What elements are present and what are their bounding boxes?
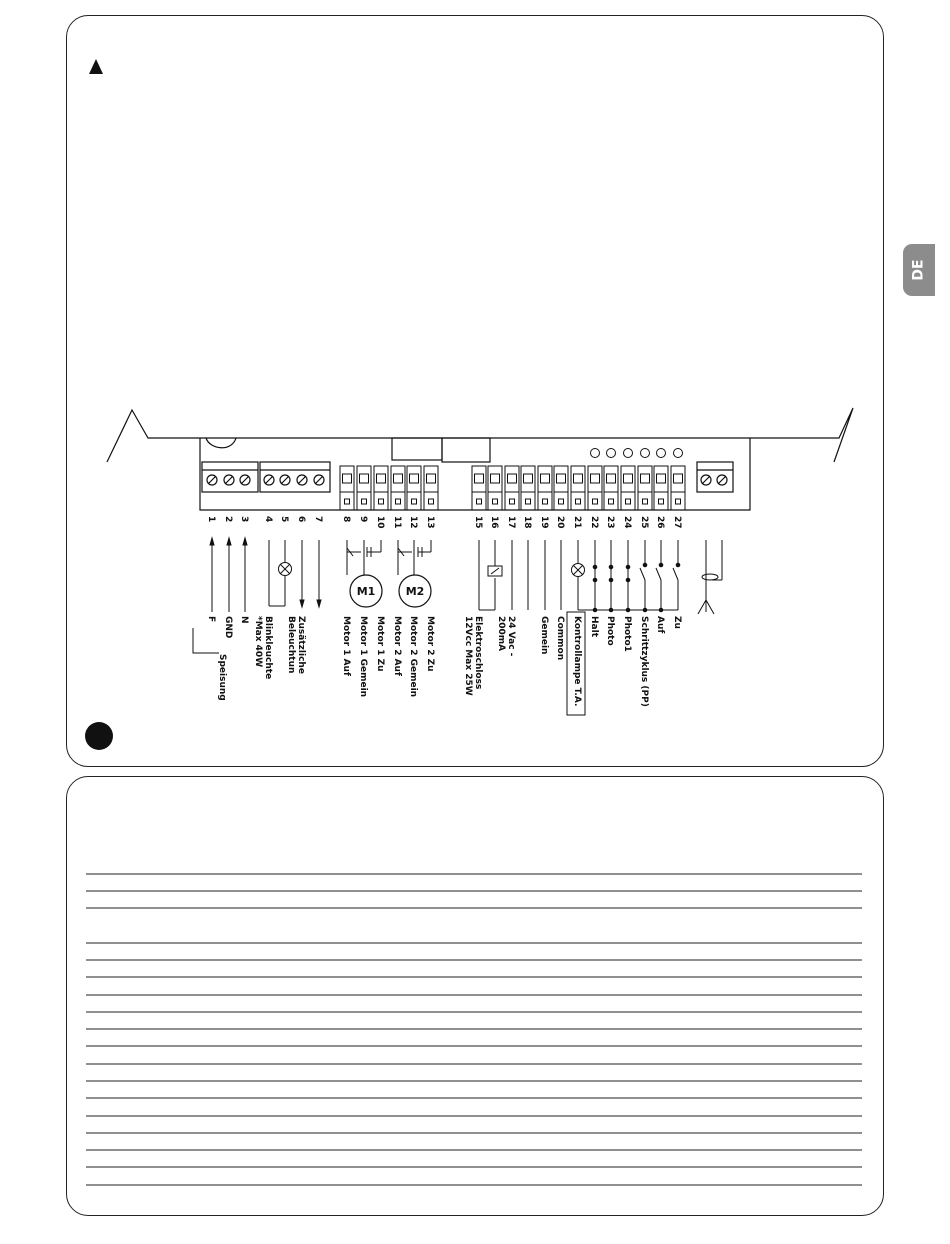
terminal-number: 3 <box>239 516 249 523</box>
supply-label: Speisung <box>217 654 227 701</box>
terminal-number: 6 <box>296 516 306 523</box>
terminal-number: 10 <box>375 516 385 529</box>
terminal-number: 7 <box>313 516 323 523</box>
terminal-number: 13 <box>425 516 435 529</box>
led-indicator <box>591 449 600 458</box>
clamp-terminal <box>357 466 371 510</box>
terminal-number: 20 <box>555 516 565 529</box>
terminal-label: Motor 1 Gemein <box>358 616 368 698</box>
control-board <box>107 408 853 510</box>
led-indicator <box>624 449 633 458</box>
terminal-label: Blinkleuchte <box>263 616 273 680</box>
terminal-number: 21 <box>572 516 582 529</box>
terminal-number: 5 <box>279 516 289 523</box>
led-indicator <box>674 449 683 458</box>
motor-1 <box>350 575 382 607</box>
terminal-label-secondary: *Max 40W <box>253 616 263 668</box>
terminal-label: Elektroschloss <box>473 616 483 690</box>
terminal-number: 23 <box>605 516 615 529</box>
terminal-label: Photo1 <box>622 616 632 652</box>
terminal-label: Motor 2 Auf <box>392 616 402 676</box>
terminal-number: 12 <box>408 516 418 529</box>
terminal-number: 15 <box>473 516 483 529</box>
terminal-number: 9 <box>358 516 368 523</box>
motor-1-label: M1 <box>356 585 376 598</box>
language-tab-label: DE <box>911 259 927 281</box>
terminal-number: 26 <box>655 516 665 529</box>
terminal-number: 24 <box>622 516 632 529</box>
supply-bracket <box>193 628 219 653</box>
clamp-terminal <box>472 466 486 510</box>
terminal-label: Auf <box>655 616 665 634</box>
terminal-label: Motor 1 Auf <box>341 616 351 676</box>
clamp-terminal <box>488 466 502 510</box>
clamp-terminal <box>554 466 568 510</box>
terminal-label: Schrittzyklus (PP) <box>639 616 649 707</box>
terminal-label: Photo <box>605 616 615 646</box>
terminal-number: 18 <box>522 516 532 529</box>
terminal-number: 22 <box>589 516 599 529</box>
led-indicator <box>657 449 666 458</box>
terminal-label: Zu <box>672 616 682 629</box>
terminal-number: 11 <box>392 516 402 529</box>
terminal-number: 4 <box>263 516 273 523</box>
terminal-number: 8 <box>341 516 351 523</box>
motor-2-label: M2 <box>405 585 425 598</box>
clamp-terminal <box>638 466 652 510</box>
terminal-label: Motor 1 Zu <box>375 616 385 672</box>
clamp-terminal <box>505 466 519 510</box>
clamp-terminal <box>671 466 685 510</box>
clamp-terminal <box>571 466 585 510</box>
warning-icon <box>89 59 103 74</box>
clamp-terminal <box>654 466 668 510</box>
terminal-label: GND <box>223 616 233 639</box>
terminal-label: Halt <box>589 616 599 637</box>
terminal-label: Motor 2 Zu <box>425 616 435 672</box>
clamp-terminal <box>340 466 354 510</box>
clamp-terminal <box>424 466 438 510</box>
terminal-label-secondary: Beleuchtun <box>286 616 296 674</box>
terminal-number: 27 <box>672 516 682 529</box>
terminal-number: 1 <box>206 516 216 523</box>
terminal-label: Zusätzliche <box>296 616 306 674</box>
clamp-terminal <box>374 466 388 510</box>
motor-2 <box>399 575 431 607</box>
terminal-label: Common <box>555 616 565 661</box>
clamp-terminal <box>521 466 535 510</box>
terminal-label: Motor 2 Gemein <box>408 616 418 698</box>
led-indicator <box>641 449 650 458</box>
terminal-number: 25 <box>639 516 649 529</box>
terminal-label: Kontrollampe T.A. <box>572 616 582 707</box>
clamp-terminal <box>407 466 421 510</box>
terminal-number: 17 <box>506 516 516 529</box>
figure-marker-icon <box>85 722 113 750</box>
clamp-terminal <box>621 466 635 510</box>
led-indicator <box>607 449 616 458</box>
clamp-terminal <box>604 466 618 510</box>
clamp-terminal <box>391 466 405 510</box>
terminal-label: N <box>239 616 249 624</box>
terminal-label: F <box>206 616 216 623</box>
terminal-number: 19 <box>539 516 549 529</box>
clamp-terminal <box>538 466 552 510</box>
terminal-number: 2 <box>223 516 233 523</box>
terminal-label-secondary: 12Vcc Max 25W <box>463 616 473 696</box>
terminal-label: Gemein <box>539 616 549 655</box>
clamp-terminal <box>588 466 602 510</box>
terminal-number: 16 <box>489 516 499 529</box>
terminal-label: 24 Vac - <box>506 616 516 657</box>
terminal-label-secondary: 200mA <box>496 616 506 652</box>
